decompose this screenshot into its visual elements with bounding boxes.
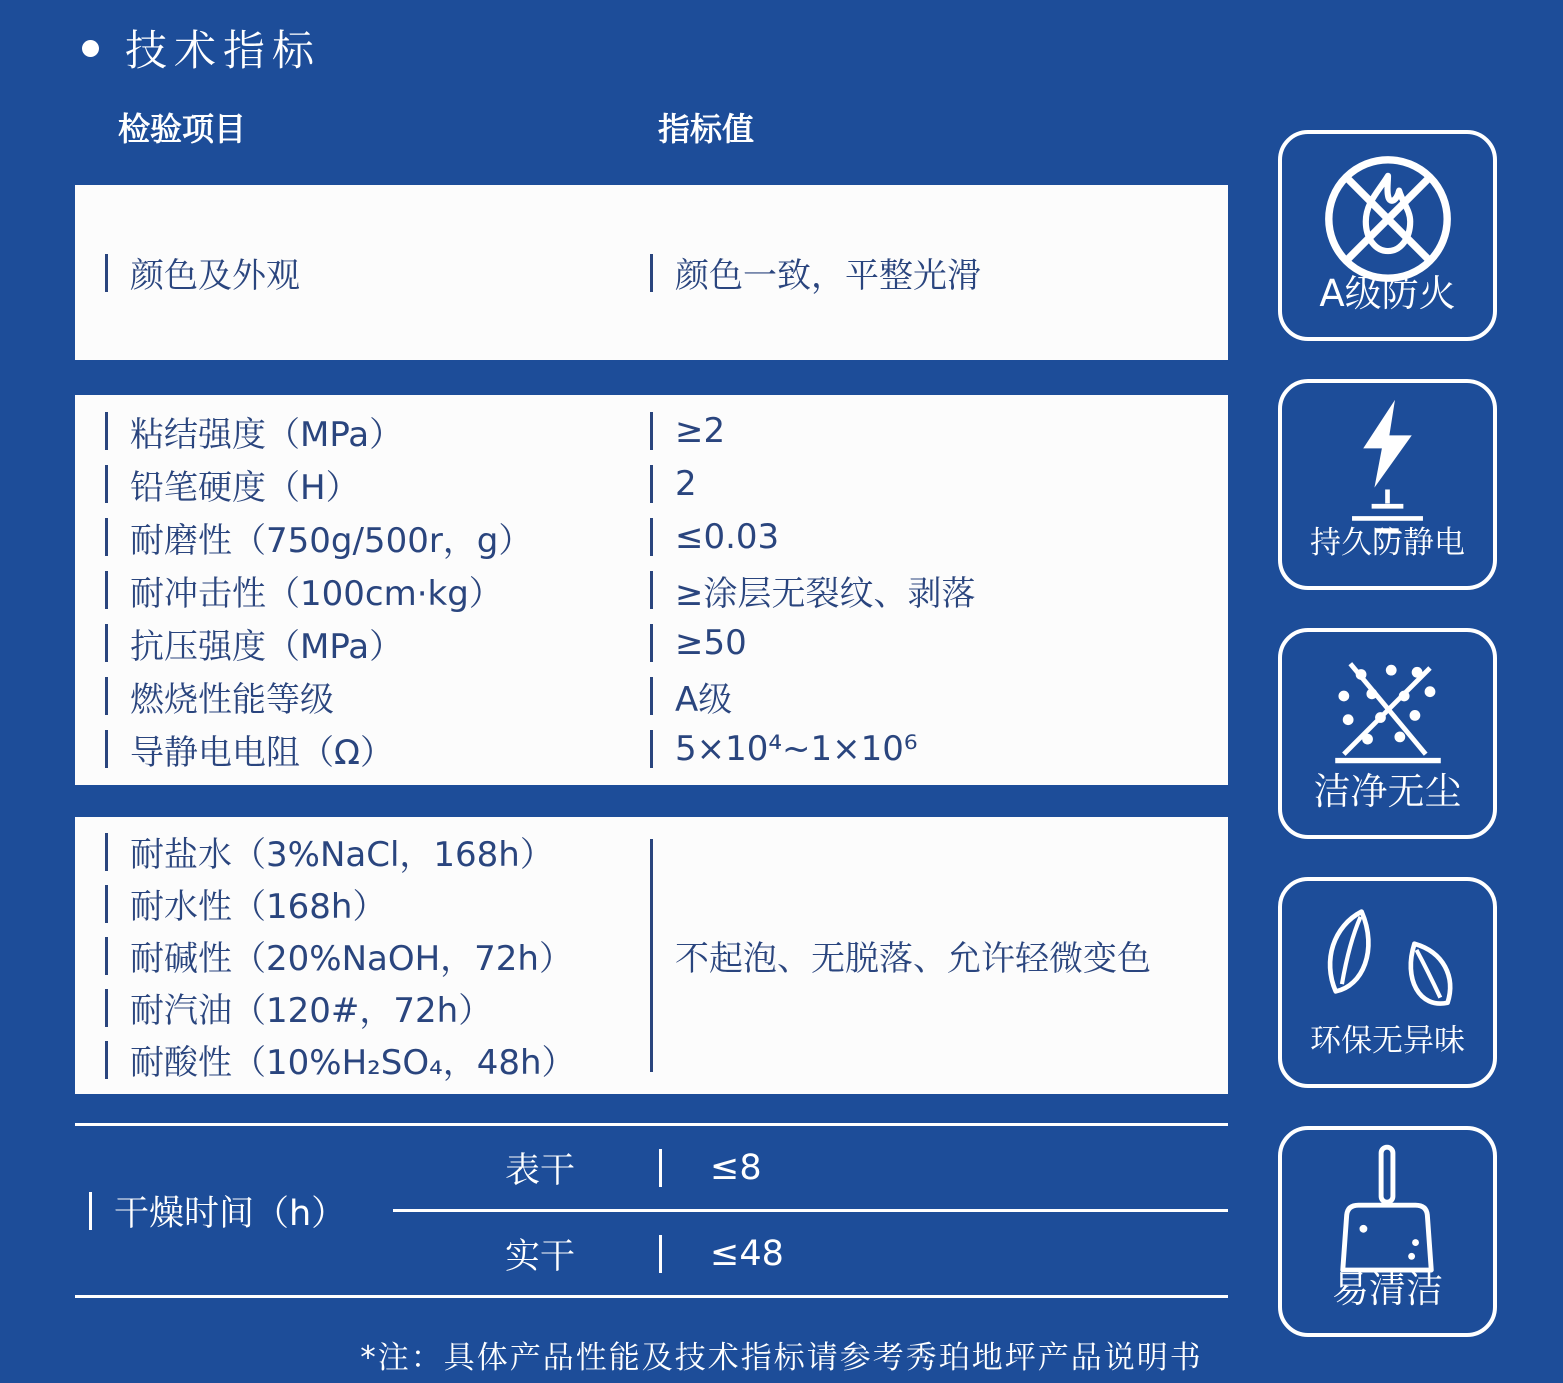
item-marker-bar [105, 571, 108, 609]
table-row [393, 1126, 1228, 1212]
table-row [75, 930, 650, 982]
badge-label: 环保无异味 [1310, 1023, 1465, 1059]
item-label: 铅笔硬度（H） [130, 467, 360, 508]
sub-item-label: 表干 [505, 1150, 576, 1191]
table-row [75, 511, 1228, 564]
item-label: 耐碱性（20%NaOH，72h） [130, 939, 573, 979]
value-cell [650, 623, 1228, 663]
badge-label: A级防火 [1319, 272, 1456, 315]
bullet-icon [82, 40, 99, 57]
item-marker-bar [105, 937, 108, 975]
value-label: ≥50 [675, 623, 747, 663]
item-label: 抗压强度（MPa） [130, 626, 404, 667]
item-cell [75, 619, 650, 668]
item-marker-bar [105, 624, 108, 662]
column-header-item: 检验项目 [118, 110, 247, 148]
item-cell [75, 407, 650, 456]
item-label: 燃烧性能等级 [130, 679, 334, 720]
value-cell [675, 817, 1220, 1094]
item-label: 耐磨性（750g/500r，g） [130, 520, 533, 561]
value-label: 2 [675, 464, 697, 504]
badge-fireproof [1278, 130, 1497, 341]
table-row [393, 1212, 1228, 1295]
value-marker-bar [650, 624, 653, 662]
item-label: 耐汽油（120#，72h） [130, 991, 493, 1031]
value-cell [650, 248, 1228, 297]
table-row [75, 982, 650, 1034]
value-label: ≤8 [710, 1147, 762, 1188]
drying-time-section [75, 1123, 1228, 1298]
page-title: 技术指标 [125, 26, 322, 75]
item-cell [75, 672, 650, 721]
table-row [75, 826, 650, 878]
item-list [75, 817, 650, 1094]
item-cell [75, 248, 650, 297]
value-cell [650, 464, 1228, 504]
value-marker-bar [650, 254, 653, 292]
item-marker-bar [105, 518, 108, 556]
table-row [75, 617, 1228, 670]
item-label: 耐酸性（10%H₂SO₄，48h） [130, 1043, 576, 1083]
value-marker-bar [650, 412, 653, 450]
badge-easy-clean [1278, 1126, 1497, 1337]
value-marker-bar [650, 518, 653, 556]
item-marker-bar [89, 1192, 92, 1230]
footnote: *注：具体产品性能及技术指标请参考秀珀地坪产品说明书 [360, 1340, 1203, 1376]
value-cell [650, 411, 1228, 451]
value-label: ≥2 [675, 411, 726, 451]
value-marker-bar [650, 730, 653, 768]
feature-badges [1278, 130, 1497, 1337]
value-label: A级 [675, 679, 733, 720]
item-label: 耐水性（168h） [130, 887, 387, 927]
value-label: ≤48 [710, 1233, 784, 1274]
value-label: 5×10⁴~1×10⁶ [675, 729, 918, 769]
item-marker-bar [105, 833, 108, 871]
appearance-panel [75, 185, 1228, 360]
value-marker-bar [650, 465, 653, 503]
table-row [75, 248, 1228, 297]
item-marker-bar [105, 1041, 108, 1079]
value-cell [650, 517, 1228, 557]
item-cell [75, 725, 650, 774]
value-cell [650, 566, 1228, 615]
value-cell [650, 729, 1228, 769]
value-cell [650, 672, 1228, 721]
item-marker-bar [105, 730, 108, 768]
section-title-row [82, 18, 321, 78]
table-row [75, 405, 1228, 458]
mechanical-properties-panel [75, 395, 1228, 785]
item-marker-bar [105, 885, 108, 923]
item-cell [75, 566, 650, 615]
item-cell [75, 513, 650, 562]
item-marker-bar [105, 254, 108, 292]
column-divider [650, 839, 653, 1072]
chemical-resistance-panel [75, 817, 1228, 1094]
badge-label: 易清洁 [1332, 1268, 1443, 1311]
item-marker-bar [105, 465, 108, 503]
table-row [75, 723, 1228, 776]
value-marker-bar [650, 571, 653, 609]
item-label: 干燥时间（h） [114, 1193, 347, 1234]
table-row [75, 1034, 650, 1086]
badge-label: 洁净无尘 [1313, 770, 1462, 813]
item-label: 导静电电阻（Ω） [130, 732, 394, 773]
table-header-row [75, 104, 1228, 148]
column-header-value: 指标值 [658, 110, 755, 148]
item-label: 粘结强度（MPa） [130, 414, 404, 455]
item-marker-bar [105, 412, 108, 450]
item-label: 耐冲击性（100cm·kg） [130, 573, 503, 614]
value-label: 颜色一致，平整光滑 [675, 256, 981, 296]
item-marker-bar [105, 989, 108, 1027]
item-label: 颜色及外观 [130, 256, 300, 296]
badge-anti-static [1278, 379, 1497, 590]
badge-dust-free [1278, 628, 1497, 839]
item-marker-bar [105, 677, 108, 715]
value-label: ≤0.03 [675, 517, 780, 557]
value-marker-bar [650, 677, 653, 715]
table-row [75, 878, 650, 930]
badge-eco-friendly [1278, 877, 1497, 1088]
table-row [75, 458, 1228, 511]
table-row [75, 670, 1228, 723]
item-label: 耐盐水（3%NaCl，168h） [130, 835, 554, 875]
value-marker-bar [659, 1149, 662, 1187]
value-marker-bar [659, 1235, 662, 1273]
sub-item-label: 实干 [505, 1236, 576, 1277]
value-label: ≥涂层无裂纹、剥落 [675, 573, 976, 614]
badge-label: 持久防静电 [1310, 525, 1465, 561]
drying-rows [393, 1126, 1228, 1295]
shared-value-label: 不起泡、无脱落、允许轻微变色 [675, 939, 1151, 979]
item-cell [75, 1126, 393, 1295]
item-cell [75, 460, 650, 509]
table-row [75, 564, 1228, 617]
